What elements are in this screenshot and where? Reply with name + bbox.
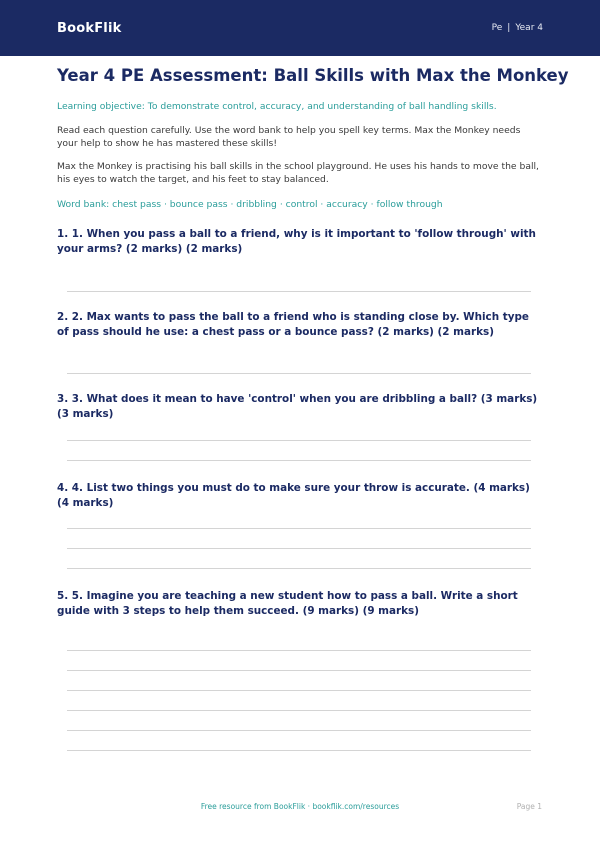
answer-line[interactable] bbox=[67, 690, 531, 691]
subject-label: Pe bbox=[491, 23, 503, 33]
answer-line[interactable] bbox=[67, 750, 531, 751]
question-text: 1. 1. When you pass a ball to a friend, why is it important to 'follow through' with your arms? (2 marks) (2 marks) bbox=[57, 228, 536, 255]
question-1 bbox=[57, 227, 543, 256]
question-5 bbox=[57, 589, 543, 618]
question-4 bbox=[57, 481, 543, 510]
page-header bbox=[0, 0, 600, 56]
header-meta bbox=[492, 23, 543, 33]
question-2 bbox=[57, 310, 543, 339]
page-title: Year 4 PE Assessment: Ball Skills with Max the Monkey bbox=[57, 66, 569, 85]
answer-line[interactable] bbox=[67, 440, 531, 441]
answer-line[interactable] bbox=[67, 730, 531, 731]
word-bank: Word bank: chest pass · bounce pass · dribbling · control · accuracy · follow through bbox=[57, 199, 443, 210]
answer-line[interactable] bbox=[67, 528, 531, 529]
question-text: 4. 4. List two things you must do to make sure your throw is accurate. (4 marks) (4 marks) bbox=[57, 482, 530, 509]
question-text: 3. 3. What does it mean to have 'control' when you are dribbling a ball? (3 marks) (3 marks) bbox=[57, 393, 538, 420]
answer-line[interactable] bbox=[67, 548, 531, 549]
scenario-paragraph: Max the Monkey is practising his ball skills in the school playground. He uses his hands to move the ball, his eyes to watch the target, and his feet to stay balanced. bbox=[57, 161, 539, 185]
instructions-paragraph: Read each question carefully. Use the word bank to help you spell key terms. Max the Monkey needs your help to show he has mastered these skills! bbox=[57, 125, 521, 149]
year-label: Year 4 bbox=[515, 23, 543, 33]
question-3 bbox=[57, 392, 543, 421]
answer-line[interactable] bbox=[67, 460, 531, 461]
page-number: Page 1 bbox=[516, 802, 542, 811]
answer-line[interactable] bbox=[67, 670, 531, 671]
header-separator: | bbox=[507, 23, 511, 33]
question-text: 2. 2. Max wants to pass the ball to a friend who is standing close by. Which type of pass should he use: a chest pass or a bounce pass? (2 marks) (2 marks) bbox=[57, 311, 529, 338]
answer-line[interactable] bbox=[67, 373, 531, 374]
answer-line[interactable] bbox=[67, 710, 531, 711]
page-footer bbox=[0, 802, 600, 816]
question-text: 5. 5. Imagine you are teaching a new student how to pass a ball. Write a short guide with 3 steps to help them succeed. (9 marks) (9 marks) bbox=[57, 590, 518, 617]
answer-line[interactable] bbox=[67, 650, 531, 651]
answer-line[interactable] bbox=[67, 291, 531, 292]
brand-logo[interactable]: BookFlik bbox=[57, 20, 122, 36]
answer-line[interactable] bbox=[67, 568, 531, 569]
learning-objective: Learning objective: To demonstrate control, accuracy, and understanding of ball handling skills. bbox=[57, 101, 497, 112]
footer-resource-link[interactable]: Free resource from BookFlik · bookflik.com/resources bbox=[200, 802, 400, 811]
intro-section bbox=[57, 64, 569, 211]
